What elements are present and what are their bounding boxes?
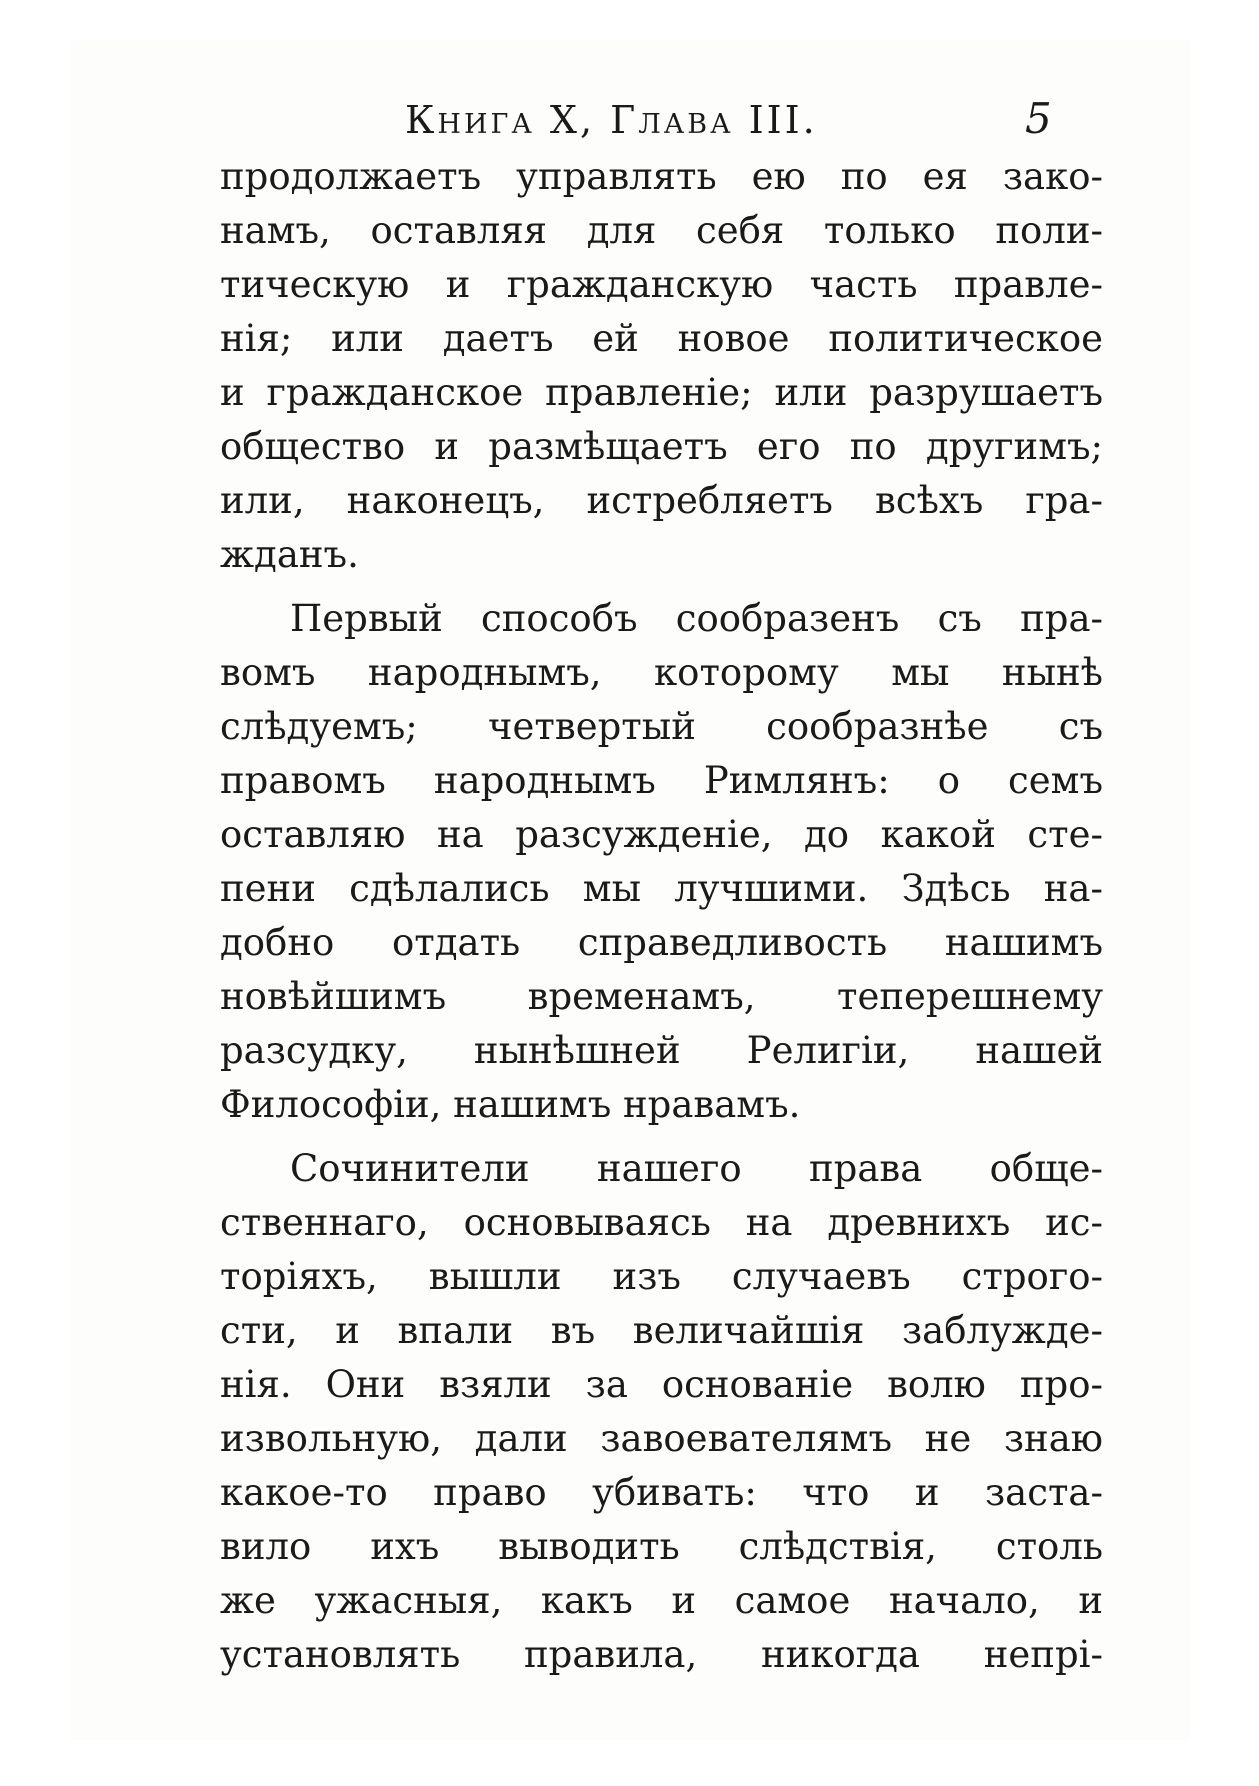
text-line: правомъ народнымъ Римлянъ: о семъ <box>220 759 1103 802</box>
page-number: 5 <box>1025 94 1052 143</box>
paragraph-gap <box>220 1132 1103 1142</box>
text-line: пени сдѣлались мы лучшими. Здѣсь на- <box>220 867 1103 910</box>
text-line: разсудку, нынѣшней Религіи, нашей <box>220 1029 1103 1072</box>
text-line: торіяхъ, вышли изъ случаевъ строго- <box>220 1255 1103 1298</box>
text-line: извольную, дали завоевателямъ не знаю <box>220 1417 1103 1460</box>
text-line: нія; или даетъ ей новое политическое <box>220 317 1103 360</box>
text-line: добно отдать справедливость нашимъ <box>220 921 1103 964</box>
paragraph-3 <box>220 1142 1103 1682</box>
text-line: общество и размѣщаетъ его по другимъ; <box>220 425 1103 468</box>
text-line: нія. Они взяли за основаніе волю про- <box>220 1363 1103 1406</box>
paragraph-2 <box>220 592 1103 1132</box>
text-line: же ужасныя, какъ и самое начало, и <box>220 1579 1103 1622</box>
body-text <box>220 150 1103 1682</box>
text-line: оставляю на разсужденіе, до какой сте- <box>220 813 1103 856</box>
book-page <box>70 40 1190 1740</box>
text-line: какое-то право убивать: что и заста- <box>220 1471 1103 1514</box>
text-line: вило ихъ выводить слѣдствія, столь <box>220 1525 1103 1568</box>
running-head: Книга X, Глава III. <box>405 98 818 142</box>
paragraph-1 <box>220 150 1103 582</box>
page-header <box>70 94 1190 158</box>
text-line: вомъ народнымъ, которому мы нынѣ <box>220 651 1103 694</box>
text-line: ственнаго, основываясь на древнихъ ис- <box>220 1201 1103 1244</box>
text-line: Первый способъ сообразенъ съ пра- <box>290 597 1103 640</box>
text-line: и гражданское правленіе; или разрушаетъ <box>220 371 1103 414</box>
text-line: Сочинители нашего права обще- <box>290 1147 1103 1190</box>
text-line: сти, и впали въ величайшія заблужде- <box>220 1309 1103 1352</box>
text-line: намъ, оставляя для себя только поли- <box>220 209 1103 252</box>
paragraph-gap <box>220 582 1103 592</box>
text-line: тическую и гражданскую часть правле- <box>220 263 1103 306</box>
text-line: или, наконецъ, истребляетъ всѣхъ гра- <box>220 479 1103 522</box>
text-line: продолжаетъ управлять ею по ея зако- <box>220 155 1103 198</box>
text-line: новѣйшимъ временамъ, теперешнему <box>220 975 1103 1018</box>
text-line: установлять правила, никогда непрі- <box>220 1633 1103 1676</box>
text-line: слѣдуемъ; четвертый сообразнѣе съ <box>220 705 1103 748</box>
text-line: Философіи, нашимъ нравамъ. <box>220 1083 801 1126</box>
text-line: жданъ. <box>220 533 359 576</box>
